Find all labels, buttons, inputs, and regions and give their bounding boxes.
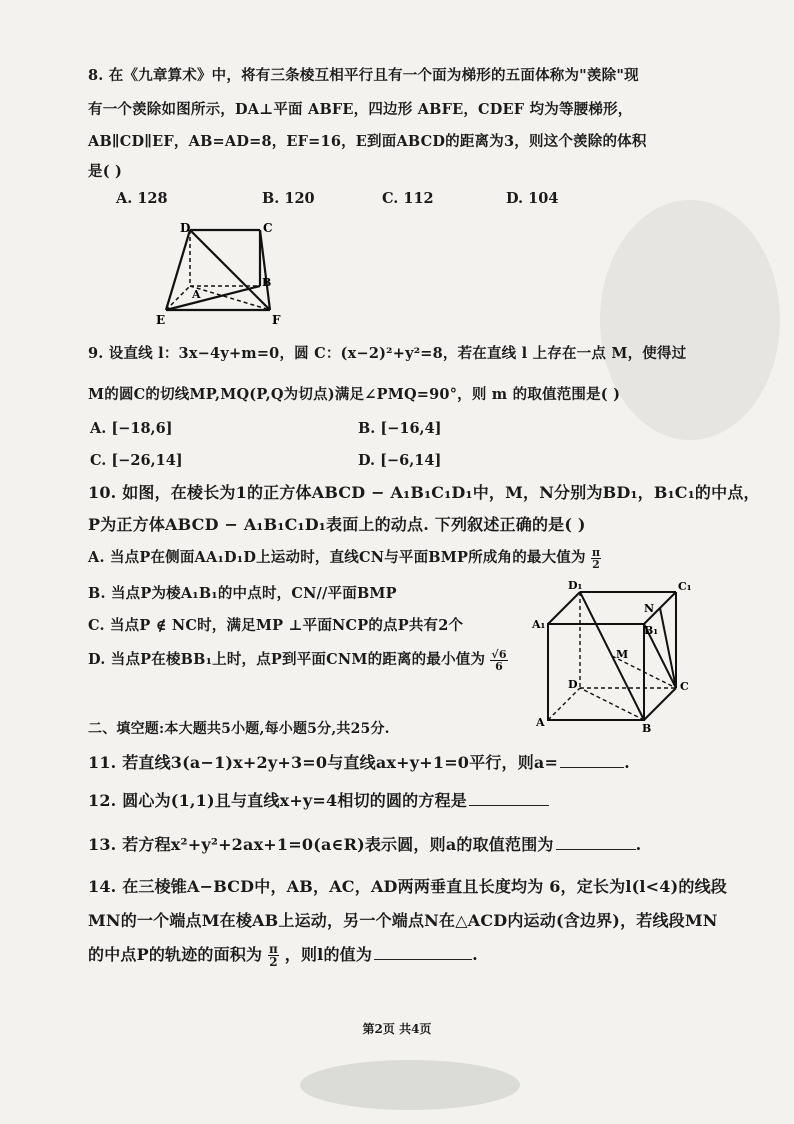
scan-smudge xyxy=(300,1060,520,1110)
q10-option-a-fraction xyxy=(591,547,601,570)
q13-text: 13. 若方程x²+y²+2ax+1=0(a∈R)表示圆，则a的取值范围为 xyxy=(88,835,554,854)
q10-label-m: M xyxy=(616,648,629,661)
q9-line1: 9. 设直线 l：3x−4y+m=0，圆 C：(x−2)²+y²=8，若在直线 l 上存在一点 M，使得过 xyxy=(88,345,687,362)
q11 xyxy=(88,750,630,773)
q10-label-b: B xyxy=(642,722,652,735)
q13-answer-blank[interactable] xyxy=(556,848,636,850)
q9-option-c: C. [−26,14] xyxy=(90,452,183,469)
q14-line1: 14. 在三棱锥A−BCD中，AB，AC，AD两两垂直且长度均为 6，定长为l(l<4)的线段 xyxy=(88,877,727,896)
q13 xyxy=(88,832,641,855)
q10-label-d1: D₁ xyxy=(568,579,583,592)
fraction-denominator: 2 xyxy=(592,557,601,571)
q11-answer-blank[interactable] xyxy=(560,766,624,768)
fraction-denominator: 2 xyxy=(269,955,278,969)
q10-option-d-fraction xyxy=(490,649,507,672)
q8-line2: 有一个羡除如图所示，DA⊥平面 ABFE，四边形 ABFE，CDEF 均为等腰梯形， xyxy=(88,101,633,118)
q9-option-b: B. [−16,4] xyxy=(358,420,442,437)
page-footer: 第2页 共4页 xyxy=(362,1022,432,1036)
q10-label-d: D xyxy=(568,678,578,691)
q14-line3-post: ，则l的值为 xyxy=(284,945,373,964)
q10-line1: 10. 如图，在棱长为1的正方体ABCD − A₁B₁C₁D₁中，M，N分别为BD₁，B₁C₁的中点， xyxy=(88,483,760,502)
fraction-denominator: 6 xyxy=(495,659,503,673)
q9-line2: M的圆C的切线MP,MQ(P,Q为切点)满足∠PMQ=90°，则 m 的取值范围是( ) xyxy=(88,386,621,403)
q8-label-b: B xyxy=(262,276,272,289)
fraction-numerator: π xyxy=(591,545,601,559)
q14-answer-blank[interactable] xyxy=(374,958,472,960)
q10-option-d-text: D. 当点P在棱BB₁上时，点P到平面CNM的距离的最小值为 xyxy=(88,651,486,668)
q10-option-b: B. 当点P为棱A₁B₁的中点时，CN//平面BMP xyxy=(88,585,397,602)
q10-option-d xyxy=(88,648,508,672)
q12-answer-blank[interactable] xyxy=(469,804,549,806)
q10-label-n: N xyxy=(644,602,655,615)
q10-label-a: A xyxy=(536,716,545,729)
section-heading: 二、填空题:本大题共5小题,每小题5分,共25分. xyxy=(88,721,390,737)
q10-label-a1: A₁ xyxy=(532,618,546,631)
q8-option-b: B. 120 xyxy=(262,190,315,207)
q10-label-c: C xyxy=(680,680,689,693)
q10-label-b1: B₁ xyxy=(644,624,659,637)
q12 xyxy=(88,788,549,811)
q8-label-d: D xyxy=(180,221,191,235)
q9-option-d: D. [−6,14] xyxy=(358,452,442,469)
q8-option-c: C. 112 xyxy=(382,190,434,207)
q14-line3 xyxy=(88,942,478,968)
scan-smudge xyxy=(600,200,780,440)
q8-label-a: A xyxy=(192,288,201,301)
q8-line4: 是( ) xyxy=(88,163,123,180)
q11-end: . xyxy=(624,753,630,772)
q9-option-a: A. [−18,6] xyxy=(90,420,173,437)
q10-line2: P为正方体ABCD − A₁B₁C₁D₁表面上的动点. 下列叙述正确的是( ) xyxy=(88,515,586,534)
q10-option-c: C. 当点P ∉ NC时，满足MP ⊥平面NCP的点P共有2个 xyxy=(88,617,464,634)
q10-option-a-text: A. 当点P在侧面AA₁D₁D上运动时，直线CN与平面BMP所成角的最大值为 xyxy=(88,549,586,566)
fraction-numerator: √6 xyxy=(491,647,507,661)
q8-label-c: C xyxy=(263,221,273,235)
q8-label-f: F xyxy=(272,313,281,326)
q10-cube-figure xyxy=(530,576,710,736)
q14-end: . xyxy=(472,945,478,964)
q8-line1: 8. 在《九章算术》中，将有三条棱互相平行且有一个面为梯形的五面体称为"羡除"现 xyxy=(88,67,639,84)
q14-line2: MN的一个端点M在棱AB上运动，另一个端点N在△ACD内运动(含边界)，若线段MN xyxy=(88,911,718,930)
q11-text: 11. 若直线3(a−1)x+2y+3=0与直线ax+y+1=0平行，则a= xyxy=(88,753,559,772)
q14-line3-pre: 的中点P的轨迹的面积为 xyxy=(88,945,263,964)
q8-option-d: D. 104 xyxy=(506,190,559,207)
q8-line3: AB∥CD∥EF，AB=AD=8，EF=16，E到面ABCD的距离为3，则这个羡除的体积 xyxy=(88,133,647,150)
q8-option-a: A. 128 xyxy=(116,190,168,207)
q10-option-a xyxy=(88,546,601,570)
q8-label-e: E xyxy=(156,313,166,326)
q12-text: 12. 圆心为(1,1)且与直线x+y=4相切的圆的方程是 xyxy=(88,791,467,810)
q13-end: . xyxy=(635,835,642,854)
q14-fraction xyxy=(268,943,279,968)
q10-label-c1: C₁ xyxy=(678,580,692,593)
q8-figure xyxy=(150,214,300,326)
fraction-numerator: π xyxy=(269,942,278,956)
